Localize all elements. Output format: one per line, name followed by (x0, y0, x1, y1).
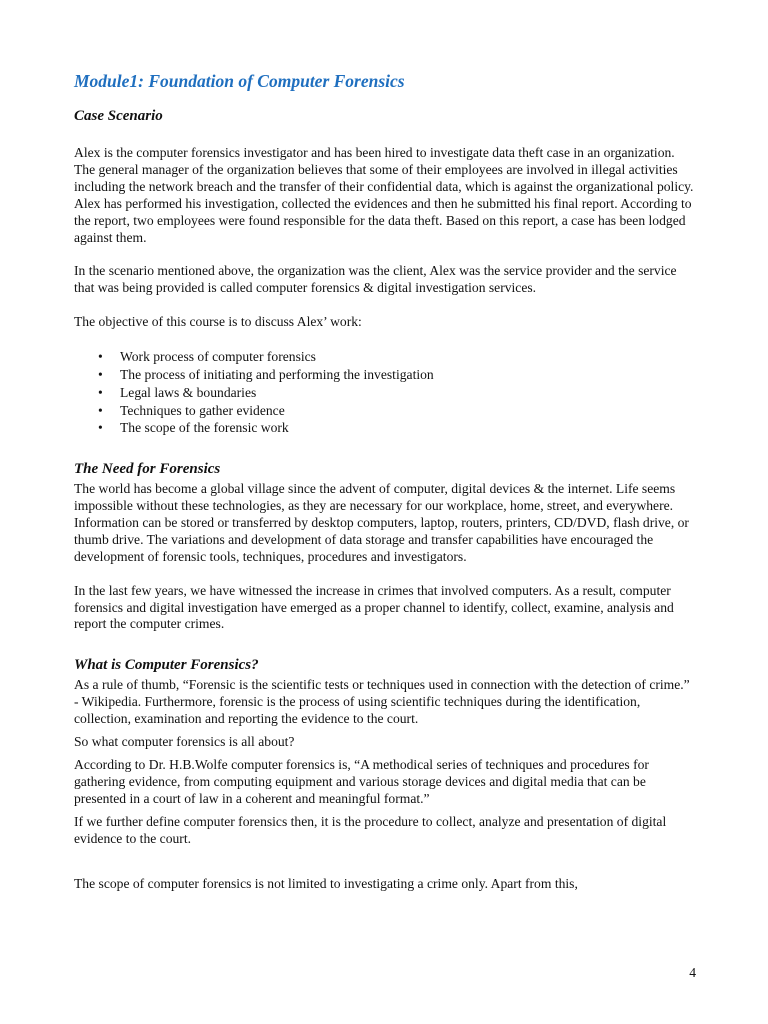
list-item: • Legal laws & boundaries (98, 384, 257, 400)
what-is-forensics-paragraph-4: If we further define computer forensics then, it is the procedure to collect, analyze and presentation of digital evidence to the court. (74, 813, 667, 846)
case-scenario-heading: Case Scenario (74, 108, 163, 124)
list-item: • Techniques to gather evidence (98, 402, 285, 418)
module-title: Module1: Foundation of Computer Forensics (74, 71, 405, 91)
bullet-icon: • (98, 420, 103, 436)
page-number: 4 (689, 965, 696, 980)
case-scenario-paragraph-3: The objective of this course is to discuss Alex’ work: (74, 314, 362, 330)
bullet-icon: • (98, 349, 103, 365)
what-is-forensics-paragraph-3: According to Dr. H.B.Wolfe computer forensics is, “A methodical series of techniques and procedures for gathering evidence, from computing equipment and various storage devices and digital media that can be presented in a court of law in a coherent and meaningful format.” (74, 757, 649, 806)
need-for-forensics-paragraph-1: The world has become a global village since the advent of computer, digital devices & the internet. Life seems impossible without these technologies, as they are necessary for our workplace, home, street, and everywhere. Information can be stored or transferred by desktop computers, laptop, routers, printers, CD/DVD, flash drive, or thumb drive. The variations and development of data storage and transfer capabilities have encouraged the development of forensic tools, techniques, procedures and investigators. (74, 481, 689, 564)
need-for-forensics-paragraph-2: In the last few years, we have witnessed the increase in crimes that involved computers. As a result, computer forensics and digital investigation have emerged as a proper channel to identify, collect, examine, analysis and report the computer crimes. (74, 582, 674, 632)
case-scenario-paragraph-1: Alex is the computer forensics investigator and has been hired to investigate data theft case in an organization. The general manager of the organization believes that some of their employees are involved in illegal activities including the network breach and the transfer of their confidential data, which is against the organizational policy. Alex has performed his investigation, collected the evidences and then he submitted his final report. According to the report, two employees were found responsible for the data theft. Based on this report, a case has been lodged against them. (74, 145, 694, 245)
bullet-icon: • (98, 402, 103, 418)
need-for-forensics-heading: The Need for Forensics (74, 461, 221, 478)
objectives-list (74, 348, 696, 437)
bullet-icon: • (98, 384, 103, 400)
what-is-forensics-paragraph-2: So what computer forensics is all about? (74, 734, 295, 750)
case-scenario-paragraph-2: In the scenario mentioned above, the organization was the client, Alex was the service provider and the service that was being provided is called computer forensics & digital investigation services. (74, 263, 677, 296)
list-item: • Work process of computer forensics (98, 349, 316, 365)
bullet-icon: • (98, 366, 103, 382)
what-is-forensics-paragraph-5: The scope of computer forensics is not limited to investigating a crime only. Apart from this, (74, 875, 578, 891)
page-content (74, 70, 696, 892)
what-is-forensics-paragraph-1: As a rule of thumb, “Forensic is the scientific tests or techniques used in connection with the detection of crime.” - Wikipedia. Furthermore, forensic is the process of using scientific techniques during the identification, collection, examination and reporting the evidence to the court. (74, 677, 690, 727)
what-is-forensics-heading: What is Computer Forensics? (74, 657, 259, 674)
list-item: • The process of initiating and performing the investigation (98, 366, 434, 382)
list-item: • The scope of the forensic work (98, 420, 289, 436)
